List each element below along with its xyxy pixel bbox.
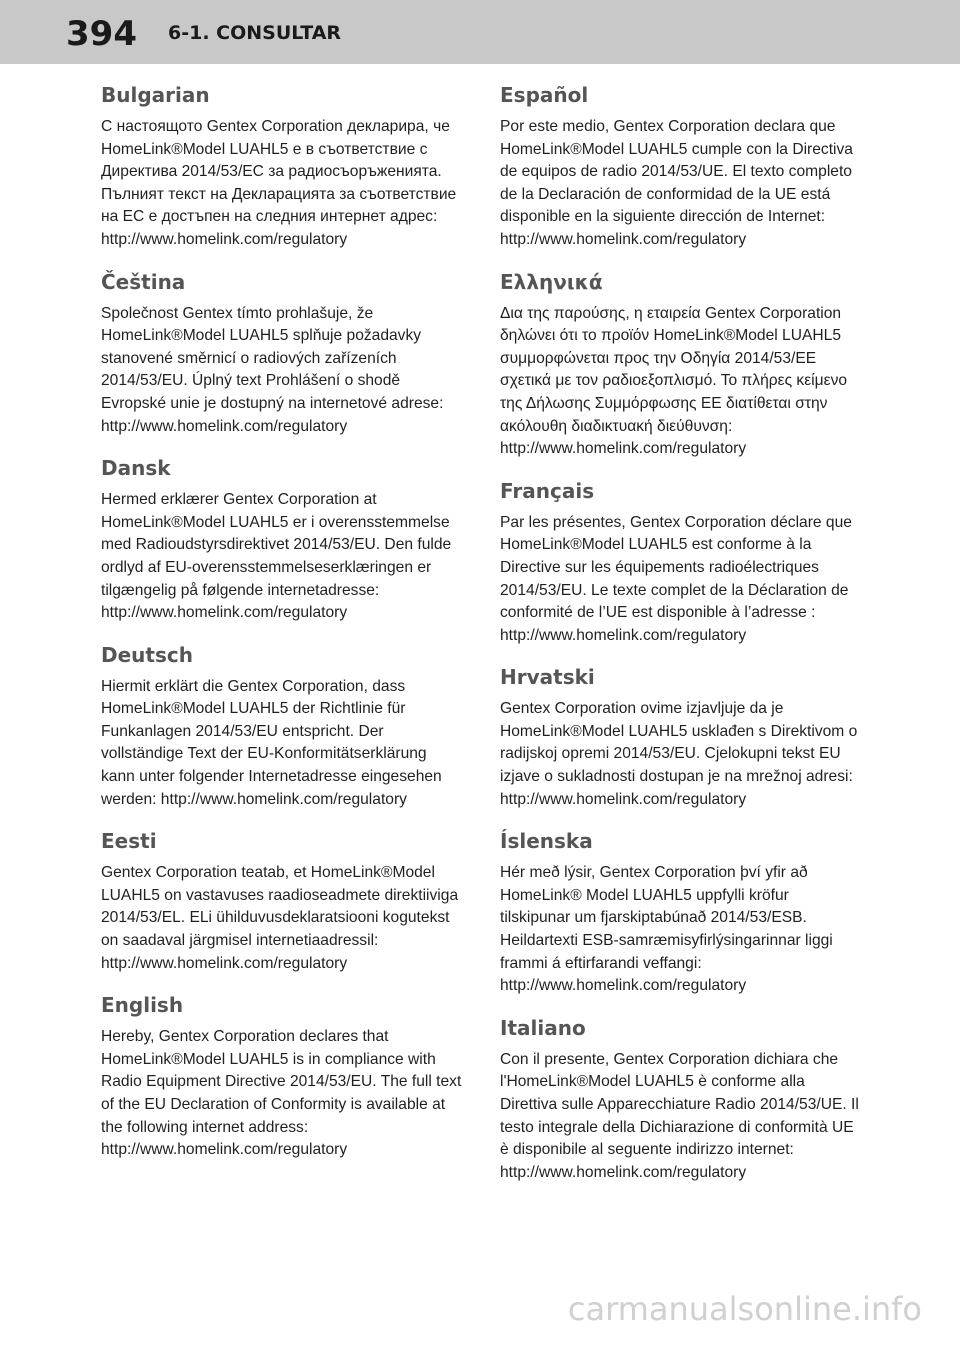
language-heading: English (101, 993, 184, 1018)
language-heading: Bulgarian (101, 83, 210, 107)
language-block-cestina (101, 266, 463, 439)
page-number: 394 (66, 14, 137, 54)
language-block-ellinika (500, 266, 862, 461)
language-heading: Čeština (101, 269, 186, 294)
language-block-espanol (500, 79, 862, 252)
language-text: Hermed erklærer Gentex Corporation at HomeLink®Model LUAHL5 er i overensstemmelse med Radioudstyrsdirektivet 2014/53/EU. Den fulde ordlyd af EU-overensstemmelseserklæringen er tilgængelig på følgende internetadresse: http://www.homelink.com/regulatory (101, 491, 452, 622)
language-heading: Italiano (500, 1015, 586, 1040)
section-title: 6-1. CONSULTAR (168, 22, 342, 44)
language-block-english (101, 989, 463, 1162)
language-text: Gentex Corporation teatab, et HomeLink®Model LUAHL5 on vastavuses raadioseadmete direktiiviga 2014/53/EL. ELi ühilduvusdeklaratsiooni kogutekst on saadaval järgmisel internetiaadressil: http://www.homelink.com/regulatory (101, 864, 459, 972)
watermark-text: carmanualsonline.info (567, 1290, 922, 1328)
language-block-deutsch (101, 639, 463, 812)
right-column (500, 79, 862, 1198)
language-block-dansk (101, 452, 463, 625)
language-text: Hereby, Gentex Corporation declares that HomeLink®Model LUAHL5 is in compliance with Radio Equipment Directive 2014/53/EU. The full text of the EU Declaration of Conformity is available at the following internet address: http://www.homelink.com/regulatory (101, 1028, 462, 1159)
language-text: Por este medio, Gentex Corporation declara que HomeLink®Model LUAHL5 cumple con la Directiva de equipos de radio 2014/53/UE. El texto completo de la Declaración de conformidad de la UE está disponible en la siguiente dirección de Internet: http://www.homelink.com/regulatory (500, 118, 853, 248)
language-block-francais (500, 475, 862, 648)
page-header-bar (0, 0, 960, 64)
language-text: Hér með lýsir, Gentex Corporation því yfir að HomeLink® Model LUAHL5 uppfylli kröfur tilskipunar um fjarskiptabúnað 2014/53/ESB. Heildartexti ESB-samræmisyfirlýsingarinnar liggi frammi á eftirfarandi veffangi: http://www.homelink.com/regulatory (500, 864, 833, 995)
language-heading: Français (500, 478, 595, 503)
language-block-bulgarian (101, 79, 463, 252)
language-heading: Dansk (101, 456, 171, 481)
language-block-italiano (500, 1012, 862, 1185)
language-block-hrvatski (500, 661, 862, 811)
language-heading: Deutsch (101, 642, 193, 667)
language-heading: Íslenska (500, 829, 593, 854)
language-text: С настоящото Gentex Corporation декларира, че HomeLink®Model LUAHL5 е в съответствие с Директива 2014/53/ЕС за радиосъоръженията. Пълният текст на Декларацията за съответствие на ЕС е достъпен на следния интернет адрес: http://www.homelink.com/regulatory (101, 118, 457, 248)
language-text: Gentex Corporation ovime izjavljuje da je HomeLink®Model LUAHL5 usklađen s Direktivom o radijskoj opremi 2014/53/EU. Cjelokupni tekst EU izjave o sukladnosti dostupan je na mrežnoj adresi: http://www.homelink.com/regulatory (500, 700, 858, 808)
language-text: Společnost Gentex tímto prohlašuje, že HomeLink®Model LUAHL5 splňuje požadavky stanovené směrnicí o radiových zařízeních 2014/53/EU. Úplný text Prohlášení o shodě Evropské unie je dostupný na internetové adrese: http://www.homelink.com/regulatory (101, 304, 444, 435)
language-block-islenska (500, 825, 862, 998)
language-text: Hiermit erklärt die Gentex Corporation, dass HomeLink®Model LUAHL5 der Richtlinie für Funkanlagen 2014/53/EU entspricht. Der vollständige Text der EU-Konformitätserklärung kann unter folgender Internetadresse eingesehen werden: http://www.homelink.com/regulatory (101, 677, 442, 808)
language-heading: Español (500, 83, 589, 107)
language-text: Δια της παρούσης, η εταιρεία Gentex Corporation δηλώνει ότι το προϊόν HomeLink®Model LUAHL5 συμμορφώνεται προς την Οδηγία 2014/53/ΕΕ σχετικά με τον ραδιοεξοπλισμό. Το πλήρες κείμενο της Δήλωσης Συμμόρφωσης ΕΕ διατίθεται στην ακόλουθη διαδικτυακή διεύθυνση: http://www.homelink.com/regulatory (500, 304, 848, 458)
left-column (101, 79, 463, 1176)
language-block-eesti (101, 825, 463, 975)
language-heading: Ελληνικά (500, 269, 603, 294)
language-text: Par les présentes, Gentex Corporation déclare que HomeLink®Model LUAHL5 est conforme à la Directive sur les équipements radioélectriques 2014/53/EU. Le texte complet de la Déclaration de conformité de l’UE est disponible à l’adresse : http://www.homelink.com/regulatory (500, 513, 852, 644)
language-heading: Eesti (101, 829, 157, 854)
language-heading: Hrvatski (500, 665, 595, 690)
language-text: Con il presente, Gentex Corporation dichiara che l'HomeLink®Model LUAHL5 è conforme alla Direttiva sulle Apparecchiature Radio 2014/53/UE. Il testo integrale della Dichiarazione di conformità UE è disponibile al seguente indirizzo internet: http://www.homelink.com/regulatory (500, 1050, 859, 1181)
